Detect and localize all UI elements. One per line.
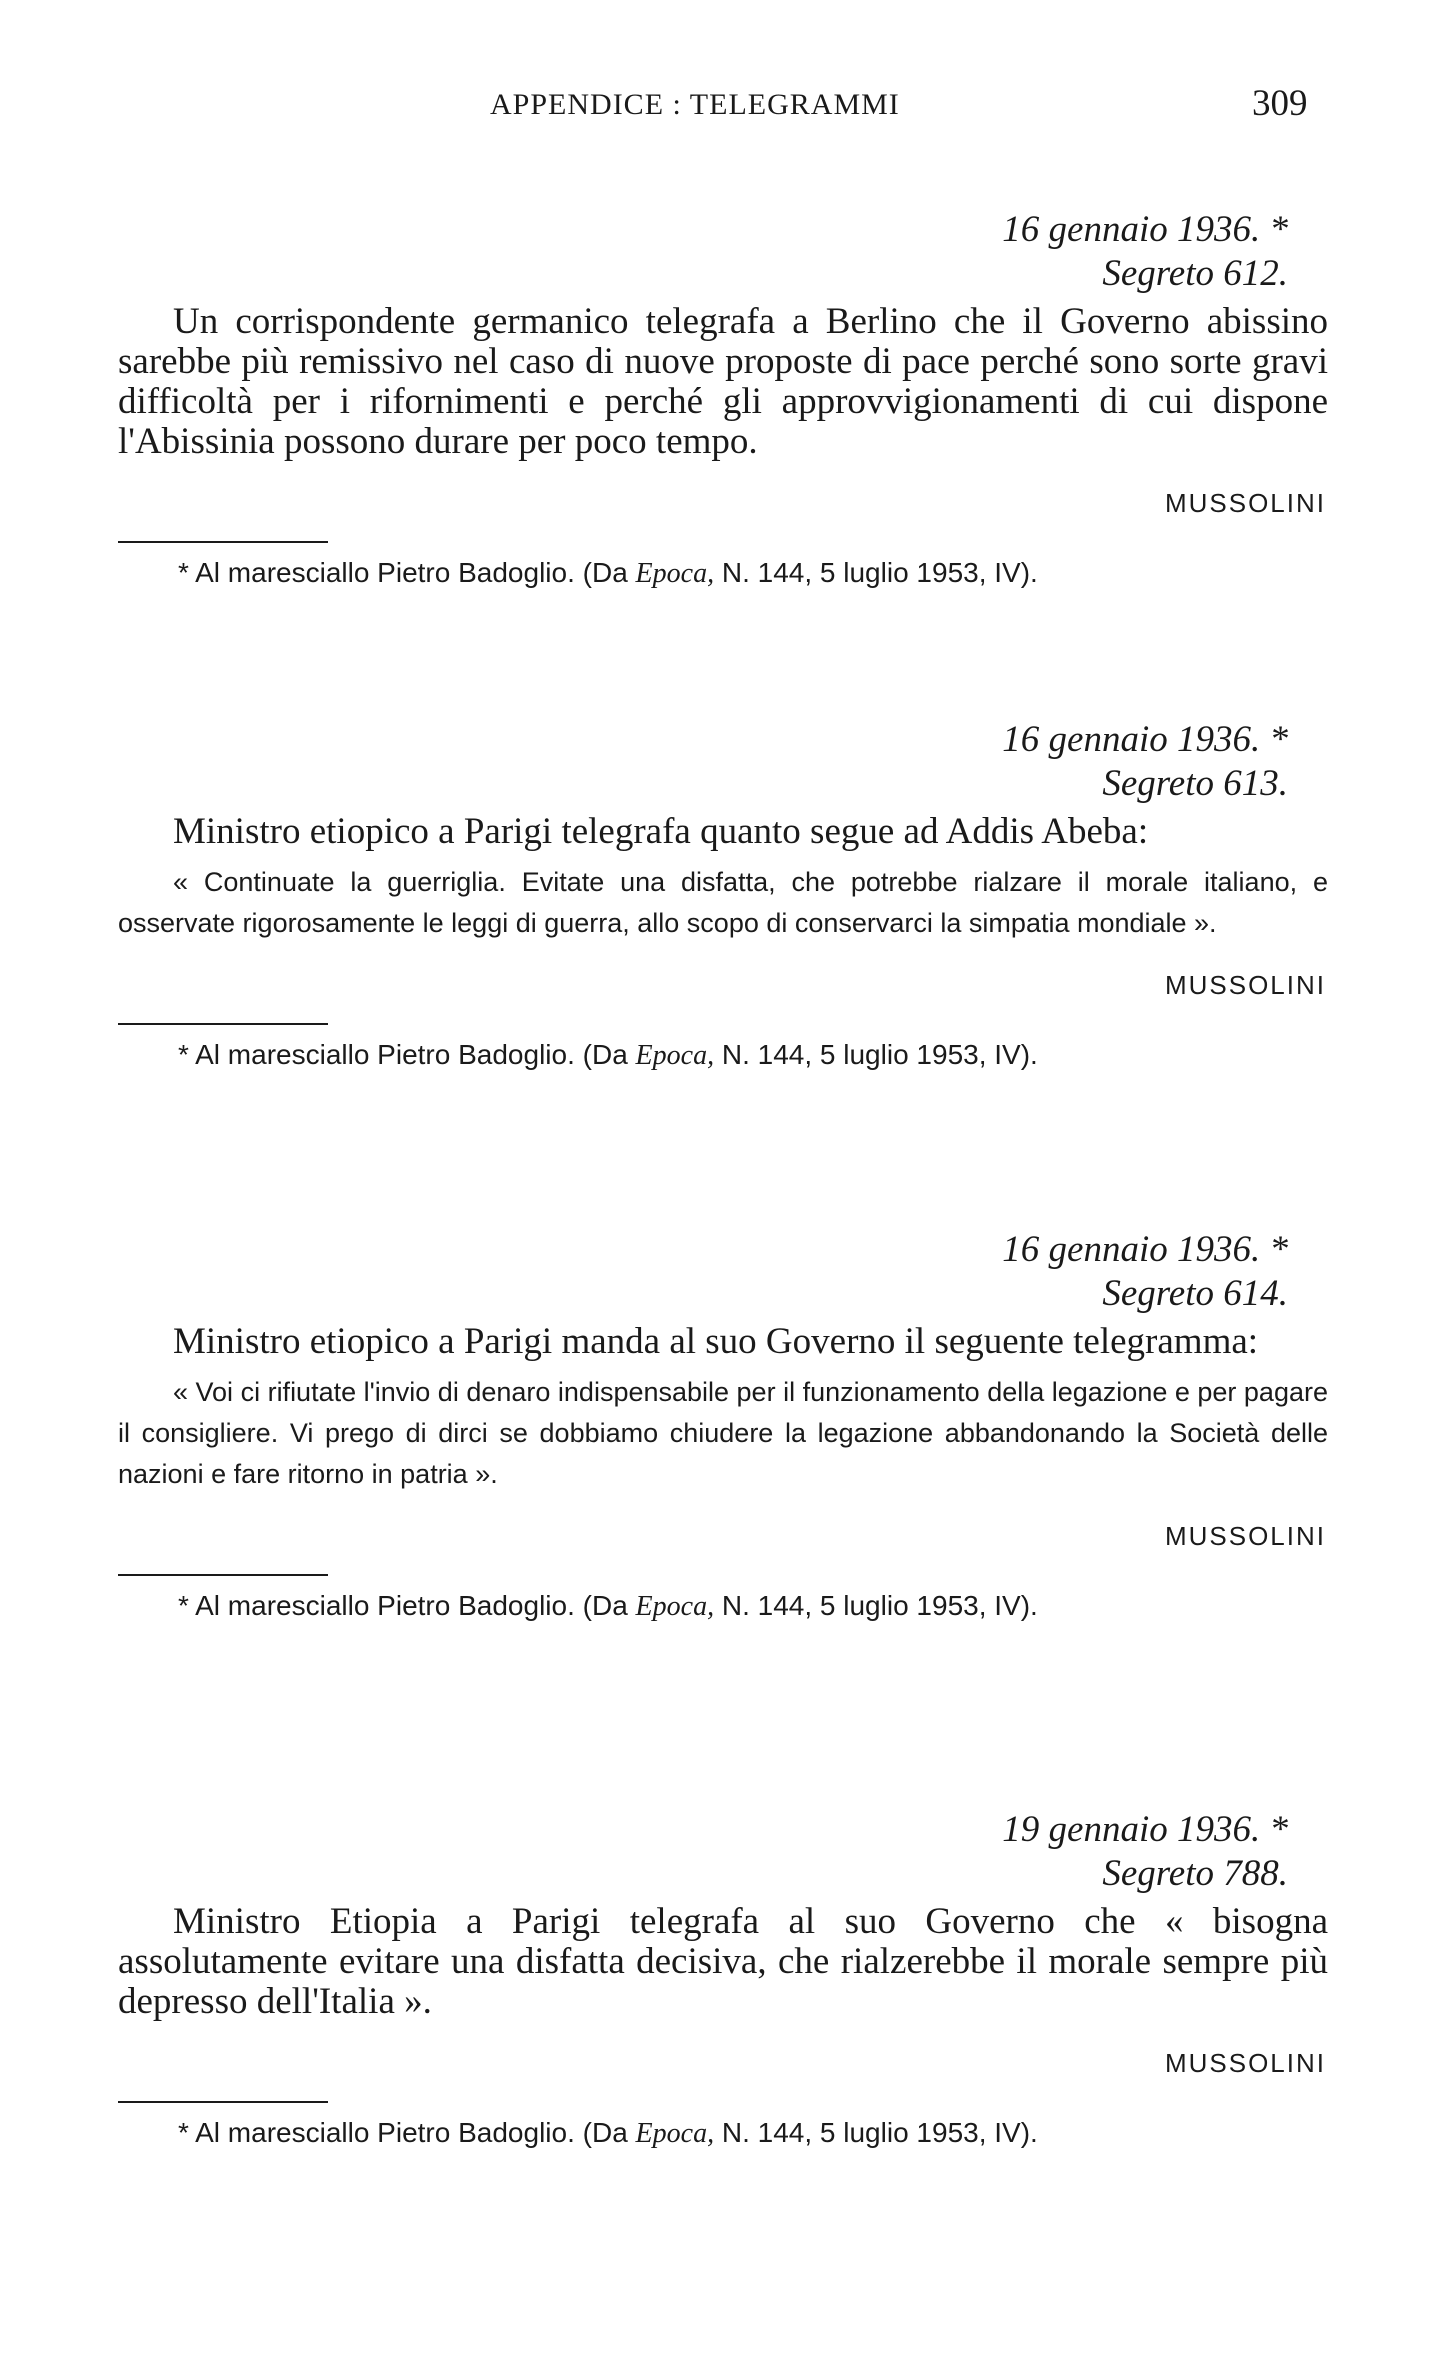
telegram-entry: [118, 718, 1328, 1072]
telegram-text: Ministro etiopico a Parigi telegrafa quanto segue ad Addis Abeba:: [173, 811, 1149, 852]
telegram-secret-number: Segreto 613.: [1102, 763, 1288, 804]
signature: MUSSOLINI: [1164, 2048, 1326, 2078]
telegram-date: 16 gennaio 1936. *: [1002, 719, 1288, 760]
footnote-source: Epoca,: [635, 1591, 715, 1622]
footnote-prefix: * Al maresciallo Pietro Badoglio. (Da: [178, 2117, 636, 2148]
footnote-suffix: N. 144, 5 luglio 1953, IV).: [714, 1039, 1038, 1070]
footnote-rule: [118, 2101, 328, 2103]
footnote-suffix: N. 144, 5 luglio 1953, IV).: [714, 2117, 1038, 2148]
footnote-source: Epoca,: [635, 558, 715, 589]
footnote-prefix: * Al maresciallo Pietro Badoglio. (Da: [178, 557, 636, 588]
running-head: APPENDICE : TELEGRAMMI: [490, 88, 900, 121]
telegram-date: 19 gennaio 1936. *: [1002, 1809, 1288, 1850]
telegram-date: 16 gennaio 1936. *: [1002, 209, 1288, 250]
footnote-rule: [118, 1023, 328, 1025]
footnote: [118, 1039, 1328, 1072]
telegram-secret-number: Segreto 614.: [1102, 1273, 1288, 1314]
footnote-prefix: * Al maresciallo Pietro Badoglio. (Da: [178, 1590, 636, 1621]
telegram-entry: [118, 208, 1328, 590]
footnote-prefix: * Al maresciallo Pietro Badoglio. (Da: [178, 1039, 636, 1070]
footnote: [118, 1590, 1328, 1623]
footnote: [118, 2117, 1328, 2150]
telegram-text: Un corrispondente germanico telegrafa a Berlino che il Governo abissino sarebbe più remissivo nel caso di nuove proposte di pace perché sono sorte gravi difficoltà per i rifornimenti e perché gli approvvigionamenti di cui dispone l'Abissinia possono durare per poco tempo.: [118, 301, 1328, 462]
telegram-secret-number: Segreto 788.: [1102, 1853, 1288, 1894]
telegram-entry: [118, 1808, 1328, 2150]
telegram-quote: « Continuate la guerriglia. Evitate una disfatta, che potrebbe rialzare il morale italiano, e osservate rigorosamente le leggi di guerra, allo scopo di conservarci la simpatia mondiale ».: [118, 867, 1328, 938]
footnote-source: Epoca,: [635, 2118, 715, 2149]
telegram-text: Ministro Etiopia a Parigi telegrafa al suo Governo che « bisogna assolutamente evitare una disfatta decisiva, che rialzerebbe il morale sempre più depresso dell'Italia ».: [118, 1901, 1328, 2022]
telegram-text: Ministro etiopico a Parigi manda al suo Governo il seguente telegramma:: [173, 1321, 1259, 1362]
footnote-suffix: N. 144, 5 luglio 1953, IV).: [714, 1590, 1038, 1621]
telegram-quote: « Voi ci rifiutate l'invio di denaro indispensabile per il funzionamento della legazione e per pagare il consigliere. Vi prego di dirci se dobbiamo chiudere la legazione abbandonando la Società delle nazioni e fare ritorno in patria ».: [118, 1377, 1328, 1489]
telegram-secret-number: Segreto 612.: [1102, 253, 1288, 294]
footnote-suffix: N. 144, 5 luglio 1953, IV).: [714, 557, 1038, 588]
signature: MUSSOLINI: [1164, 970, 1326, 1000]
page-number: 309: [1252, 83, 1308, 124]
footnote-rule: [118, 541, 328, 543]
footnote-rule: [118, 1574, 328, 1576]
telegram-entry: [118, 1228, 1328, 1623]
signature: MUSSOLINI: [1164, 1521, 1326, 1551]
telegram-date: 16 gennaio 1936. *: [1002, 1229, 1288, 1270]
signature: MUSSOLINI: [1164, 488, 1326, 518]
footnote-source: Epoca,: [635, 1040, 715, 1071]
footnote: [118, 557, 1328, 590]
